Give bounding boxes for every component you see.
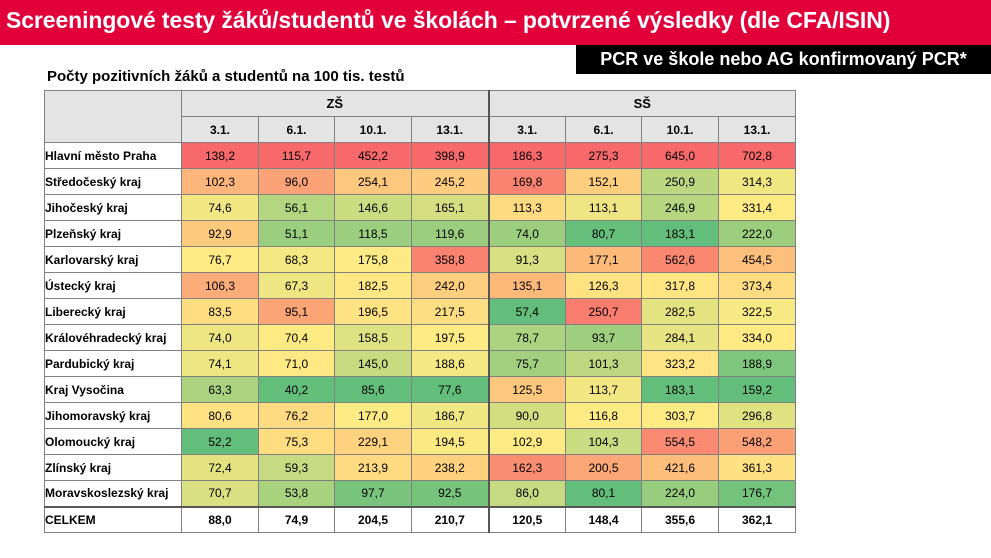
heatmap-cell: 120,5 (489, 507, 566, 533)
heatmap-cell: 80,7 (566, 221, 642, 247)
heatmap-cell: 116,8 (566, 403, 642, 429)
region-name: Liberecký kraj (45, 299, 182, 325)
heatmap-cell: 183,1 (642, 377, 719, 403)
heatmap-cell: 102,3 (182, 169, 259, 195)
heatmap-cell: 454,5 (719, 247, 796, 273)
heatmap-cell: 74,9 (259, 507, 335, 533)
heatmap-cell: 554,5 (642, 429, 719, 455)
date-header: 6.1. (259, 117, 335, 143)
date-header: 10.1. (642, 117, 719, 143)
region-name: Jihomoravský kraj (45, 403, 182, 429)
heatmap-cell: 177,1 (566, 247, 642, 273)
heatmap-cell: 317,8 (642, 273, 719, 299)
heatmap-cell: 398,9 (412, 143, 489, 169)
heatmap-cell: 186,7 (412, 403, 489, 429)
region-name: Moravskoslezský kraj (45, 481, 182, 507)
heatmap-cell: 159,2 (719, 377, 796, 403)
heatmap-cell: 362,1 (719, 507, 796, 533)
date-header: 10.1. (335, 117, 412, 143)
heatmap-cell: 548,2 (719, 429, 796, 455)
heatmap-cell: 162,3 (489, 455, 566, 481)
heatmap-cell: 421,6 (642, 455, 719, 481)
date-header: 13.1. (412, 117, 489, 143)
heatmap-cell: 246,9 (642, 195, 719, 221)
heatmap-table (44, 90, 796, 533)
heatmap-cell: 97,7 (335, 481, 412, 507)
heatmap-cell: 188,9 (719, 351, 796, 377)
heatmap-cell: 70,4 (259, 325, 335, 351)
heatmap-cell: 361,3 (719, 455, 796, 481)
heatmap-cell: 113,1 (566, 195, 642, 221)
heatmap-cell: 254,1 (335, 169, 412, 195)
table-row (45, 351, 796, 377)
heatmap-cell: 115,7 (259, 143, 335, 169)
heatmap-cell: 175,8 (335, 247, 412, 273)
heatmap-cell: 224,0 (642, 481, 719, 507)
heatmap-cell: 102,9 (489, 429, 566, 455)
heatmap-cell: 275,3 (566, 143, 642, 169)
table-row (45, 403, 796, 429)
heatmap-cell: 74,0 (182, 325, 259, 351)
heatmap-cell: 177,0 (335, 403, 412, 429)
region-name: Jihočeský kraj (45, 195, 182, 221)
heatmap-cell: 74,6 (182, 195, 259, 221)
heatmap-cell: 334,0 (719, 325, 796, 351)
region-name: Olomoucký kraj (45, 429, 182, 455)
table-row (45, 169, 796, 195)
heatmap-cell: 138,2 (182, 143, 259, 169)
heatmap-cell: 75,3 (259, 429, 335, 455)
heatmap-cell: 80,6 (182, 403, 259, 429)
heatmap-cell: 93,7 (566, 325, 642, 351)
heatmap-cell: 146,6 (335, 195, 412, 221)
heatmap-cell: 106,3 (182, 273, 259, 299)
heatmap-cell: 74,0 (489, 221, 566, 247)
heatmap-cell: 196,5 (335, 299, 412, 325)
heatmap-cell: 204,5 (335, 507, 412, 533)
region-name: Středočeský kraj (45, 169, 182, 195)
heatmap-cell: 96,0 (259, 169, 335, 195)
heatmap-cell: 562,6 (642, 247, 719, 273)
heatmap-cell: 78,7 (489, 325, 566, 351)
table-body (45, 143, 796, 533)
heatmap-cell: 92,9 (182, 221, 259, 247)
heatmap-cell: 135,1 (489, 273, 566, 299)
table-row (45, 377, 796, 403)
heatmap-cell: 80,1 (566, 481, 642, 507)
heatmap-cell: 358,8 (412, 247, 489, 273)
heatmap-cell: 188,6 (412, 351, 489, 377)
heatmap-cell: 242,0 (412, 273, 489, 299)
heatmap-cell: 322,5 (719, 299, 796, 325)
heatmap-cell: 250,9 (642, 169, 719, 195)
table-row (45, 481, 796, 507)
region-name: Hlavní město Praha (45, 143, 182, 169)
heatmap-cell: 57,4 (489, 299, 566, 325)
heatmap-cell: 176,7 (719, 481, 796, 507)
heatmap-cell: 53,8 (259, 481, 335, 507)
heatmap-cell: 200,5 (566, 455, 642, 481)
heatmap-cell: 145,0 (335, 351, 412, 377)
heatmap-cell: 182,5 (335, 273, 412, 299)
heatmap-cell: 76,7 (182, 247, 259, 273)
table-row (45, 221, 796, 247)
heatmap-cell: 210,7 (412, 507, 489, 533)
heatmap-cell: 331,4 (719, 195, 796, 221)
heatmap-cell: 40,2 (259, 377, 335, 403)
heatmap-cell: 88,0 (182, 507, 259, 533)
heatmap-cell: 165,1 (412, 195, 489, 221)
table-caption: Počty pozitivních žáků a studentů na 100 tis. testů (47, 68, 405, 85)
heatmap-cell: 238,2 (412, 455, 489, 481)
heatmap-cell: 95,1 (259, 299, 335, 325)
heatmap-cell: 63,3 (182, 377, 259, 403)
region-name: Zlínský kraj (45, 455, 182, 481)
heatmap-cell: 90,0 (489, 403, 566, 429)
heatmap-cell: 197,5 (412, 325, 489, 351)
heatmap-cell: 76,2 (259, 403, 335, 429)
heatmap-cell: 104,3 (566, 429, 642, 455)
heatmap-cell: 229,1 (335, 429, 412, 455)
date-header: 3.1. (489, 117, 566, 143)
heatmap-cell: 119,6 (412, 221, 489, 247)
heatmap-cell: 70,7 (182, 481, 259, 507)
heatmap-cell: 282,5 (642, 299, 719, 325)
heatmap-cell: 113,3 (489, 195, 566, 221)
table-row (45, 429, 796, 455)
heatmap-cell: 77,6 (412, 377, 489, 403)
table-row (45, 455, 796, 481)
region-name: Královéhradecký kraj (45, 325, 182, 351)
table-row (45, 247, 796, 273)
region-name: Pardubický kraj (45, 351, 182, 377)
heatmap-cell: 71,0 (259, 351, 335, 377)
date-header: 3.1. (182, 117, 259, 143)
heatmap-cell: 86,0 (489, 481, 566, 507)
region-name: Karlovarský kraj (45, 247, 182, 273)
heatmap-cell: 284,1 (642, 325, 719, 351)
heatmap-cell: 72,4 (182, 455, 259, 481)
heatmap-cell: 101,3 (566, 351, 642, 377)
heatmap-cell: 222,0 (719, 221, 796, 247)
group-header-ss: SŠ (489, 91, 796, 117)
heatmap-cell: 85,6 (335, 377, 412, 403)
region-name: Kraj Vysočina (45, 377, 182, 403)
heatmap-cell: 452,2 (335, 143, 412, 169)
heatmap-cell: 645,0 (642, 143, 719, 169)
date-header: 13.1. (719, 117, 796, 143)
heatmap-cell: 355,6 (642, 507, 719, 533)
heatmap-cell: 217,5 (412, 299, 489, 325)
total-row (45, 507, 796, 533)
heatmap-cell: 152,1 (566, 169, 642, 195)
heatmap-cell: 92,5 (412, 481, 489, 507)
heatmap-cell: 68,3 (259, 247, 335, 273)
heatmap-cell: 56,1 (259, 195, 335, 221)
heatmap-cell: 52,2 (182, 429, 259, 455)
heatmap-cell: 126,3 (566, 273, 642, 299)
corner-cell (45, 91, 182, 143)
heatmap-cell: 125,5 (489, 377, 566, 403)
date-header: 6.1. (566, 117, 642, 143)
heatmap-cell: 118,5 (335, 221, 412, 247)
heatmap-cell: 323,2 (642, 351, 719, 377)
heatmap-cell: 75,7 (489, 351, 566, 377)
heatmap-cell: 373,4 (719, 273, 796, 299)
table-row (45, 325, 796, 351)
heatmap-cell: 113,7 (566, 377, 642, 403)
region-name: Ústecký kraj (45, 273, 182, 299)
heatmap-cell: 67,3 (259, 273, 335, 299)
heatmap-cell: 245,2 (412, 169, 489, 195)
heatmap-cell: 74,1 (182, 351, 259, 377)
region-name: Plzeňský kraj (45, 221, 182, 247)
heatmap-cell: 83,5 (182, 299, 259, 325)
table-row (45, 299, 796, 325)
table-row (45, 143, 796, 169)
table-row (45, 195, 796, 221)
heatmap-cell: 186,3 (489, 143, 566, 169)
heatmap-cell: 194,5 (412, 429, 489, 455)
heatmap-cell: 296,8 (719, 403, 796, 429)
heatmap-cell: 169,8 (489, 169, 566, 195)
table-row (45, 273, 796, 299)
heatmap-cell: 250,7 (566, 299, 642, 325)
heatmap-cell: 314,3 (719, 169, 796, 195)
heatmap-cell: 91,3 (489, 247, 566, 273)
subtitle-box: PCR ve škole nebo AG konfirmovaný PCR* (576, 45, 991, 74)
heatmap-cell: 183,1 (642, 221, 719, 247)
heatmap-cell: 59,3 (259, 455, 335, 481)
heatmap-cell: 702,8 (719, 143, 796, 169)
heatmap-cell: 303,7 (642, 403, 719, 429)
page-title: Screeningové testy žáků/studentů ve školách – potvrzené výsledky (dle CFA/ISIN) (6, 7, 891, 33)
heatmap-cell: 51,1 (259, 221, 335, 247)
region-name: CELKEM (45, 507, 182, 533)
heatmap-cell: 213,9 (335, 455, 412, 481)
heatmap-cell: 158,5 (335, 325, 412, 351)
group-header-zs: ZŠ (182, 91, 489, 117)
title-banner (0, 0, 991, 45)
heatmap-cell: 148,4 (566, 507, 642, 533)
